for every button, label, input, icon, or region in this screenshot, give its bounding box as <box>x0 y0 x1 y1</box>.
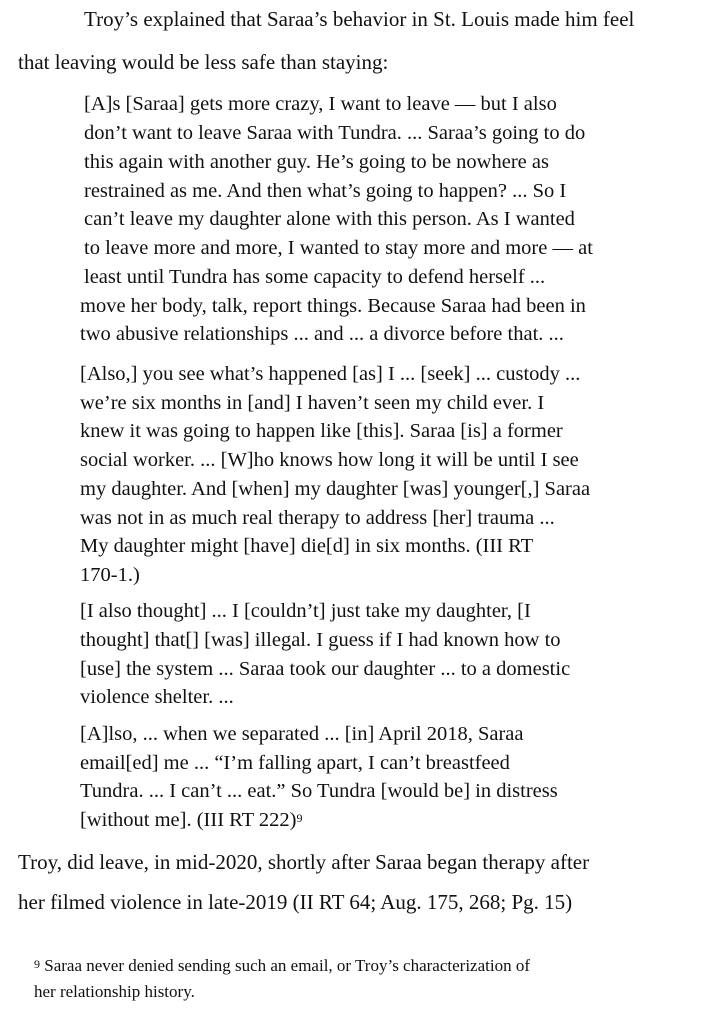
quote-line: thought] that[] [was] illegal. I guess if I had known how to <box>80 629 561 651</box>
quote-line: don’t want to leave Saraa with Tundra. ... Saraa’s going to do <box>84 122 586 144</box>
footnote-line-1 <box>34 954 530 978</box>
quote-line: social worker. ... [W]ho knows how long it will be until I see <box>80 449 579 471</box>
quote-line: [I also thought] ... I [couldn’t] just take my daughter, [I <box>80 600 531 622</box>
quote-line: [A]lso, ... when we separated ... [in] April 2018, Saraa <box>80 723 524 745</box>
quote-line-with-footnote <box>80 806 302 835</box>
conclusion-line-1: Troy, did leave, in mid-2020, shortly after Saraa began therapy after <box>18 850 590 874</box>
quote-line: violence shelter. ... <box>80 686 234 708</box>
quote-line: 170-1.) <box>80 564 140 586</box>
quote-line: [Also,] you see what’s happened [as] I ... [seek] ... custody ... <box>80 363 581 385</box>
quote-line: two abusive relationships ... and ... a divorce before that. ... <box>80 323 564 345</box>
footnote-text: Saraa never denied sending such an email, or Troy’s characterization of <box>40 956 531 975</box>
quote-line: My daughter might [have] die[d] in six months. (III RT <box>80 535 534 557</box>
quote-line: move her body, talk, report things. Because Saraa had been in <box>80 295 586 317</box>
footnote-reference[interactable]: 9 <box>296 811 303 825</box>
quote-line: [use] the system ... Saraa took our daughter ... to a domestic <box>80 658 571 680</box>
quote-line: was not in as much real therapy to address [her] trauma ... <box>80 507 555 529</box>
quote-line: knew it was going to happen like [this]. Saraa [is] a former <box>80 420 563 442</box>
footnote-line-2: her relationship history. <box>34 982 195 1001</box>
quote-line: to leave more and more, I wanted to stay more and more — at <box>84 237 593 259</box>
quote-line: [A]s [Saraa] gets more crazy, I want to leave — but I also <box>84 93 557 115</box>
quote-line: least until Tundra has some capacity to defend herself ... <box>84 266 546 288</box>
quote-text: [without me]. (III RT 222) <box>80 809 297 831</box>
quote-line: we’re six months in [and] I haven’t seen my child ever. I <box>80 392 545 414</box>
footnote-marker: 9 <box>34 957 40 971</box>
quote-line: restrained as me. And then what’s going to happen? ... So I <box>84 180 567 202</box>
conclusion-line-2: her filmed violence in late-2019 (II RT 64; Aug. 175, 268; Pg. 15) <box>18 890 573 914</box>
quote-line: email[ed] me ... “I’m falling apart, I can’t breastfeed <box>80 752 510 774</box>
quote-line: can’t leave my daughter alone with this person. As I wanted <box>84 208 575 230</box>
intro-line-1: Troy’s explained that Saraa’s behavior in St. Louis made him feel <box>84 7 635 31</box>
quote-line: this again with another guy. He’s going to be nowhere as <box>84 151 549 173</box>
quote-line: Tundra. ... I can’t ... eat.” So Tundra [would be] in distress <box>80 780 558 802</box>
intro-line-2: that leaving would be less safe than staying: <box>18 50 389 74</box>
quote-line: my daughter. And [when] my daughter [was] younger[,] Saraa <box>80 478 591 500</box>
